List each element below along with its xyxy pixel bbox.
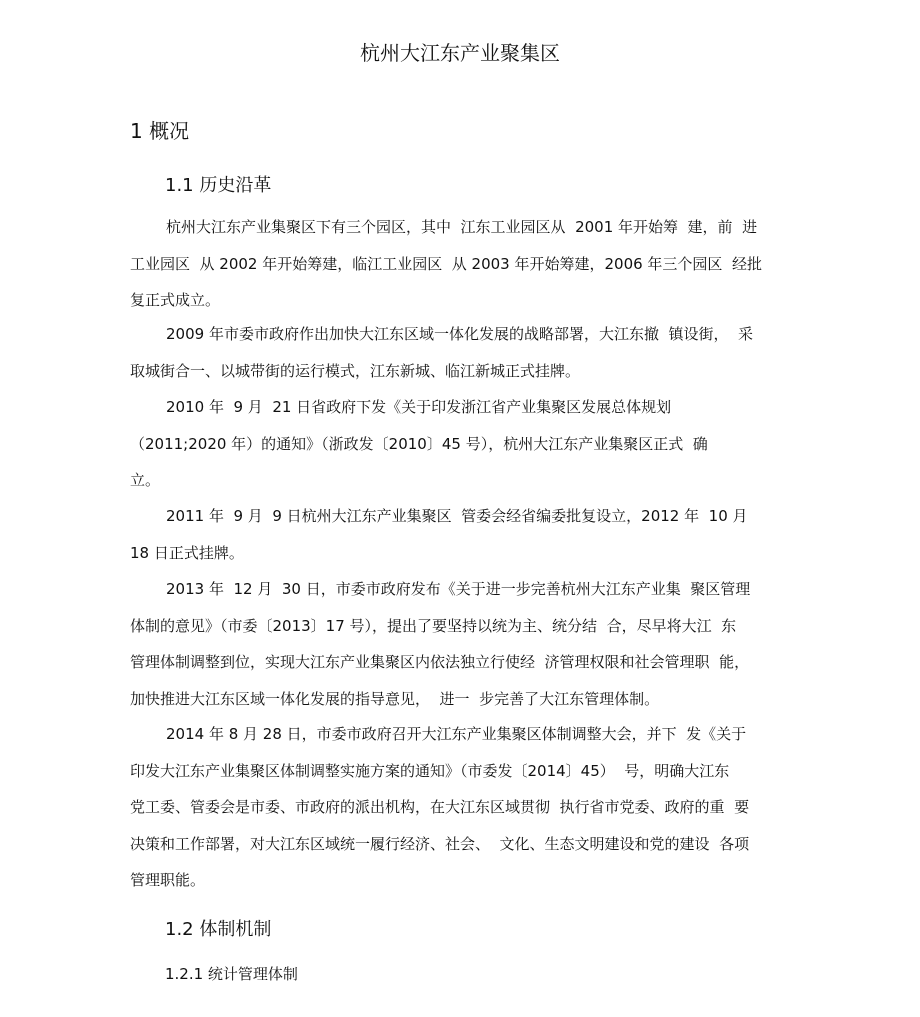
paragraph — [130, 209, 790, 319]
paragraph — [130, 571, 790, 717]
paragraph — [130, 498, 790, 571]
paragraph — [130, 389, 790, 499]
section-heading-overview: 1 概况 — [130, 119, 190, 143]
paragraph-line: 工业园区 从 2002 年开始筹建，临江工业园区 从 2003 年开始筹建，2006 年三个园区 经批 — [130, 254, 762, 273]
document-title: 杭州大江东产业聚集区 — [360, 41, 560, 65]
paragraph-line: 2014 年 8 月 28 日，市委市政府召开大江东产业集聚区体制调整大会，并下 发《关于 — [166, 725, 747, 743]
section-heading-history: 1.1 历史沿革 — [165, 175, 272, 196]
paragraph-line: 2010 年 9 月 21 日省政府下发《关于印发浙江省产业集聚区发展总体规划 — [166, 398, 672, 416]
paragraph-line: （2011;2020 年）的通知》（浙政发〔2010〕45 号），杭州大江东产业集聚区正式 确 — [130, 434, 708, 453]
paragraph-line: 管理职能。 — [130, 871, 206, 889]
section-heading-statistics-management: 1.2.1 统计管理体制 — [165, 965, 298, 983]
paragraph-line: 决策和工作部署，对大江东区域统一履行经济、社会、 文化、生态文明建设和党的建设 各项 — [130, 834, 750, 853]
section-heading-institution: 1.2 体制机制 — [165, 919, 272, 940]
paragraph-line: 加快推进大江东区域一体化发展的指导意见， 进一 步完善了大江东管理体制。 — [130, 689, 660, 708]
paragraph-line: 取城街合一、以城带街的运行模式，江东新城、临江新城正式挂牌。 — [130, 361, 581, 380]
paragraph-line: 2013 年 12 月 30 日，市委市政府发布《关于进一步完善杭州大江东产业集 聚区管理 — [166, 580, 751, 598]
paragraph — [130, 716, 790, 899]
paragraph-line: 印发大江东产业集聚区体制调整实施方案的通知》（市委发〔2014〕45） 号，明确大江东 — [130, 761, 730, 780]
paragraph-line: 复正式成立。 — [130, 291, 221, 309]
paragraph-line: 管理体制调整到位，实现大江东产业集聚区内依法独立行使经 济管理权限和社会管理职 能， — [130, 653, 750, 671]
paragraph-line: 立。 — [130, 471, 161, 489]
paragraph-line: 2009 年市委市政府作出加快大江东区域一体化发展的战略部署，大江东撤 镇设街， 采 — [166, 325, 754, 343]
paragraph-line: 18 日正式挂牌。 — [130, 543, 244, 562]
paragraph-line: 2011 年 9 月 9 日杭州大江东产业集聚区 管委会经省编委批复设立，2012 年 10 月 — [166, 507, 748, 525]
paragraph-line: 体制的意见》（市委〔2013〕17 号），提出了要坚持以统为主、统分结 合，尽早将大江 东 — [130, 616, 737, 635]
paragraph — [130, 316, 790, 389]
paragraph-line: 杭州大江东产业集聚区下有三个园区，其中 江东工业园区从 2001 年开始筹 建，前 进 — [166, 218, 758, 236]
paragraph-line: 党工委、管委会是市委、市政府的派出机构，在大江东区域贯彻 执行省市党委、政府的重 要 — [130, 798, 750, 816]
